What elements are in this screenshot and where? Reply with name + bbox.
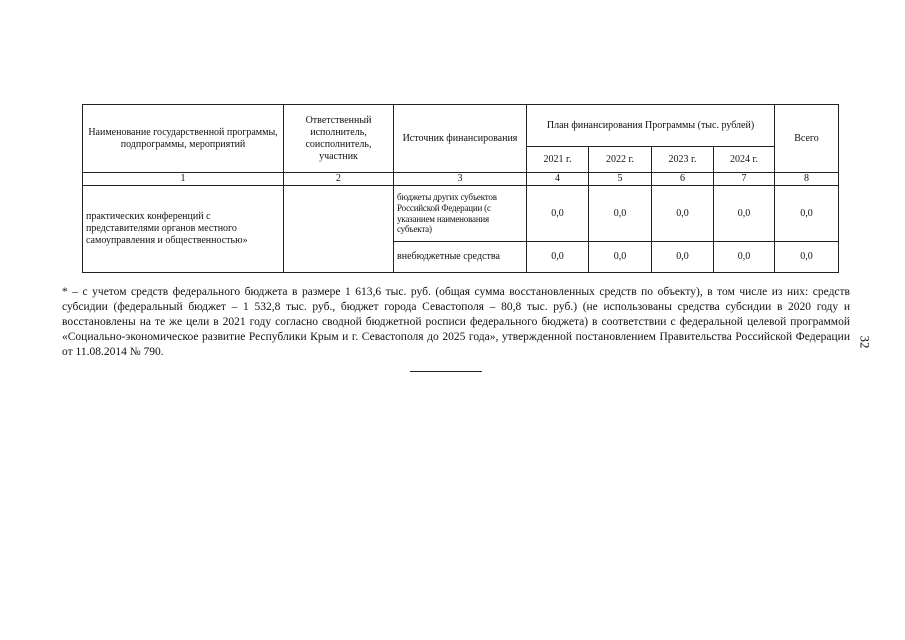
table-cell: 0,0	[714, 242, 775, 273]
table-cell: 0,0	[714, 186, 775, 242]
header-executor: Ответственный исполнитель, соисполнитель, участник	[284, 105, 394, 173]
footnote: * – с учетом средств федерального бюджета в размере 1 613,6 тыс. руб. (общая сумма восстановленных средств по объекту), в том числе из них: средств субсидии (федеральный бюджет – 1 532,8 тыс. руб., бюджет города Севастополя – 80,8 тыс. руб.) (не использованы средства субсидии в 2020 году и восстановлены на те же цели в 2021 году согласно сводной бюджетной росписи федерального бюджета) в соответствии с федеральной целевой программой «Социально-экономическое развитие Республики Крым и г. Севастополя до 2025 года», утвержденной постановлением Правительства Российской Федерации от 11.08.2014 № 790.	[62, 286, 850, 358]
page-number: 32	[857, 335, 873, 349]
header-year-2021: 2021 г.	[527, 147, 589, 173]
col-number: 3	[394, 173, 527, 186]
financing-table	[82, 104, 839, 273]
table-cell: 0,0	[775, 186, 839, 242]
table-cell: 0,0	[652, 242, 714, 273]
table-cell: 0,0	[589, 186, 652, 242]
col-number: 8	[775, 173, 839, 186]
row-executor	[284, 186, 394, 273]
header-total: Всего	[775, 105, 839, 173]
col-number: 1	[83, 173, 284, 186]
header-plan: План финансирования Программы (тыс. рублей)	[527, 105, 775, 147]
row-source: внебюджетные средства	[394, 242, 527, 273]
header-name: Наименование государственной программы, подпрограммы, мероприятий	[83, 105, 284, 173]
header-year-2024: 2024 г.	[714, 147, 775, 173]
header-year-2023: 2023 г.	[652, 147, 714, 173]
header-year-2022: 2022 г.	[589, 147, 652, 173]
table-cell: 0,0	[527, 242, 589, 273]
col-number: 6	[652, 173, 714, 186]
col-number: 7	[714, 173, 775, 186]
header-source: Источник финансирования	[394, 105, 527, 173]
table-cell: 0,0	[527, 186, 589, 242]
row-source: бюджеты других субъектов Российской Федерации (с указанием наименования субъекта)	[394, 186, 527, 242]
col-number: 4	[527, 173, 589, 186]
table-cell: 0,0	[652, 186, 714, 242]
col-number: 2	[284, 173, 394, 186]
col-number: 5	[589, 173, 652, 186]
separator-line	[410, 371, 482, 372]
table-cell: 0,0	[775, 242, 839, 273]
row-name: практических конференций с представителями органов местного самоуправления и общественностью»	[83, 186, 284, 273]
table-cell: 0,0	[589, 242, 652, 273]
